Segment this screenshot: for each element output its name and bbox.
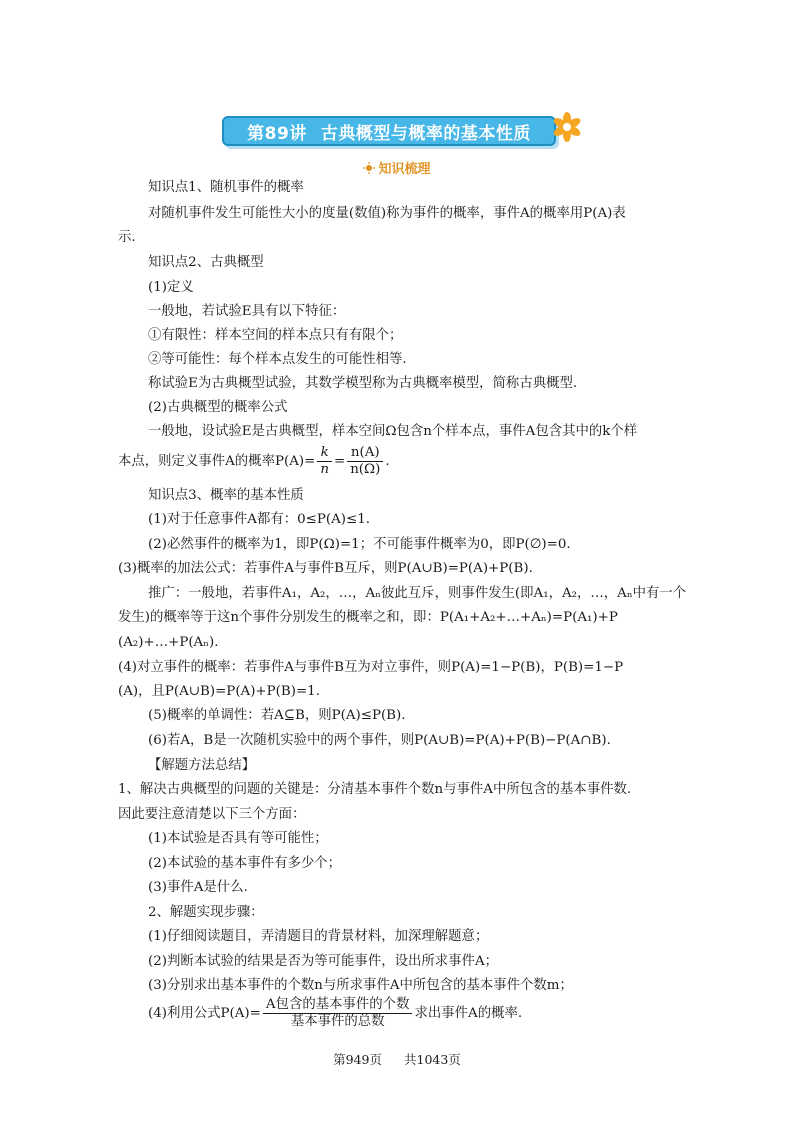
text-line: (1)对于任意事件A都有：0≤P(A)≤1. [148, 512, 371, 527]
formula2-suffix: 求出事件A的概率. [414, 1006, 523, 1021]
text-line: (2)古典概型的概率公式 [148, 400, 288, 415]
text-line: (2)本试验的基本事件有多少个； [148, 856, 342, 871]
fraction-denominator: 基本事件的总数 [290, 1014, 385, 1029]
formula1-prefix: 本点，则定义事件A的概率P(A)= [118, 454, 316, 469]
sun-icon [363, 162, 375, 174]
fraction-nA-over-nOmega [347, 445, 383, 478]
flower-icon [552, 112, 582, 142]
banner-title [247, 119, 531, 144]
text-line: (1)仔细阅读题目，弄清题目的背景材料，加深理解题意； [148, 929, 489, 944]
text-line: 称试验E为古典概型试验，其数学模型称为古典概率模型，简称古典概型. [148, 376, 578, 391]
text-line: (A)，且P(A∪B)=P(A)+P(B)=1. [118, 684, 320, 699]
text-line: (5)概率的单调性：若A⊆B，则P(A)≤P(B). [148, 708, 406, 723]
text-line: 示. [118, 230, 136, 245]
text-line: 知识点2、古典概型 [148, 255, 264, 270]
fraction-numerator: n(A) [347, 445, 383, 462]
fraction-numerator: k [317, 445, 332, 462]
lecture-title: 古典概型与概率的基本性质 [320, 123, 531, 144]
lecture-number: 第89讲 [247, 123, 307, 144]
text-line: 一般地，设试验E是古典概型，样本空间Ω包含n个样本点，事件A包含其中的k个样 [148, 424, 638, 439]
fraction-event-count [263, 997, 413, 1030]
text-line: 知识点3、概率的基本性质 [148, 488, 304, 503]
section-title: 知识梳理 [378, 162, 431, 177]
text-line: (A₂)+…+P(Aₙ). [118, 635, 219, 650]
formula-line-1 [118, 442, 390, 482]
text-line: (2)必然事件的概率为1，即P(Ω)=1；不可能事件概率为0，即P(∅)=0. [148, 537, 571, 552]
text-line: 发生)的概率等于这n个事件分别发生的概率之和，即：P(A₁+A₂+…+Aₙ)=P(A₁)+P [118, 610, 618, 625]
text-line: (1)本试验是否具有等可能性； [148, 831, 328, 846]
text-line: (6)若A，B是一次随机实验中的两个事件，则P(A∪B)=P(A)+P(B)−P(A∩B). [148, 733, 611, 748]
text-line: 知识点1、随机事件的概率 [148, 180, 304, 195]
text-line: (3)事件A是什么. [148, 880, 248, 895]
text-line: (2)判断本试验的结果是否为等可能事件，设出所求事件A； [148, 954, 499, 969]
page-total: 共1043页 [404, 1052, 461, 1067]
page-number: 第949页 [333, 1052, 383, 1067]
formula-line-2 [148, 994, 522, 1034]
fraction-numerator: A包含的基本事件的个数 [263, 997, 413, 1014]
equals-sign: = [333, 454, 346, 469]
fraction-denominator: n [320, 462, 329, 477]
formula2-prefix: (4)利用公式P(A)= [148, 1006, 261, 1021]
text-line: 因此要注意清楚以下三个方面： [118, 807, 306, 822]
lecture-banner [0, 112, 794, 152]
text-line: ①有限性：样本空间的样本点只有有限个； [148, 328, 403, 343]
formula1-suffix: . [385, 454, 390, 469]
text-line: 对随机事件发生可能性大小的度量(数值)称为事件的概率，事件A的概率用P(A)表 [148, 206, 626, 221]
text-line: 推广：一般地，若事件A₁，A₂，…，Aₙ彼此互斥，则事件发生(即A₁，A₂，…，Aₙ中有一个 [148, 586, 687, 601]
text-line: (3)分别求出基本事件的个数n与所求事件A中所包含的基本事件个数m； [148, 978, 573, 993]
fraction-k-over-n [317, 445, 332, 478]
section-heading [0, 158, 794, 177]
text-line: (4)对立事件的概率：若事件A与事件B互为对立事件，则P(A)=1−P(B)，P(B)=1−P [118, 660, 624, 675]
text-line: 2、解题实现步骤： [148, 905, 264, 920]
text-line: (3)概率的加法公式：若事件A与事件B互斥，则P(A∪B)=P(A)+P(B). [118, 561, 533, 576]
text-line: 一般地，若试验E具有以下特征： [148, 304, 346, 319]
text-line: 【解题方法总结】 [148, 758, 256, 773]
text-line: ②等可能性：每个样本点发生的可能性相等. [148, 352, 407, 367]
text-line: (1)定义 [148, 280, 194, 295]
banner-box [222, 116, 556, 146]
text-line: 1、解决古典概型的问题的关键是：分清基本事件个数n与事件A中所包含的基本事件数. [118, 782, 632, 797]
page-footer [0, 1050, 794, 1068]
fraction-denominator: n(Ω) [350, 462, 381, 477]
